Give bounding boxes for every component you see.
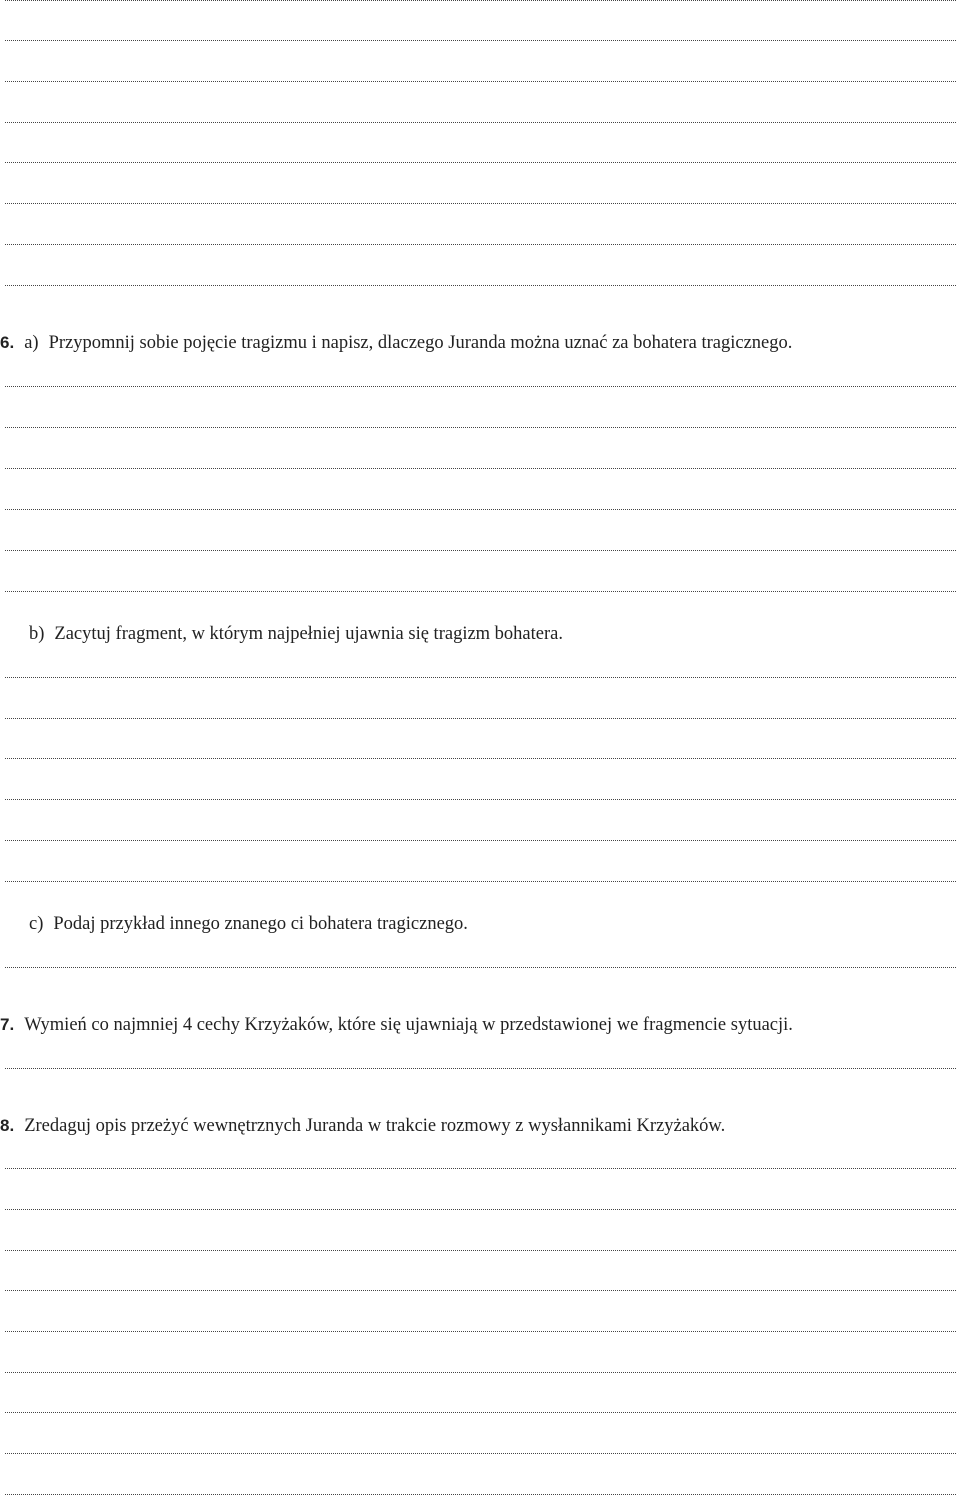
answer-line[interactable] xyxy=(5,162,956,163)
answer-line[interactable] xyxy=(5,1290,956,1291)
answer-line[interactable] xyxy=(5,0,956,1)
answer-line[interactable] xyxy=(5,1250,956,1251)
answer-line[interactable] xyxy=(5,122,956,123)
answer-line[interactable] xyxy=(5,840,956,841)
question-6a-text: Przypomnij sobie pojęcie tragizmu i napisz, dlaczego Juranda można uznać za bohatera tragicznego. xyxy=(48,333,793,353)
answer-line[interactable] xyxy=(5,1168,956,1169)
question-7-text: Wymień co najmniej 4 cechy Krzyżaków, które się ujawniają w przedstawionej we fragmencie sytuacji. xyxy=(24,1015,793,1035)
answer-line[interactable] xyxy=(5,1209,956,1210)
question-6c xyxy=(29,913,468,935)
answer-line[interactable] xyxy=(5,967,956,968)
answer-line[interactable] xyxy=(5,81,956,82)
answer-line[interactable] xyxy=(5,799,956,800)
question-6c-text: Podaj przykład innego znanego ci bohatera tragicznego. xyxy=(53,914,468,934)
question-8-text: Zredaguj opis przeżyć wewnętrznych Juranda w trakcie rozmowy z wysłannikami Krzyżaków. xyxy=(24,1116,726,1136)
question-number-6: 6. xyxy=(0,333,15,352)
subquestion-marker-a: a) xyxy=(24,333,39,353)
question-8 xyxy=(0,1115,725,1137)
answer-line[interactable] xyxy=(5,718,956,719)
question-6b xyxy=(29,623,563,645)
answer-line[interactable] xyxy=(5,203,956,204)
answer-line[interactable] xyxy=(5,881,956,882)
question-number-8: 8. xyxy=(0,1116,15,1135)
answer-line[interactable] xyxy=(5,1331,956,1332)
answer-line[interactable] xyxy=(5,509,956,510)
answer-line[interactable] xyxy=(5,468,956,469)
subquestion-marker-c: c) xyxy=(29,914,44,934)
answer-line[interactable] xyxy=(5,1494,956,1495)
question-7 xyxy=(0,1014,793,1036)
answer-line[interactable] xyxy=(5,1453,956,1454)
question-6a xyxy=(0,332,792,354)
answer-line[interactable] xyxy=(5,677,956,678)
answer-line[interactable] xyxy=(5,40,956,41)
answer-line[interactable] xyxy=(5,758,956,759)
answer-line[interactable] xyxy=(5,244,956,245)
question-number-7: 7. xyxy=(0,1015,15,1034)
answer-line[interactable] xyxy=(5,591,956,592)
answer-line[interactable] xyxy=(5,285,956,286)
answer-line[interactable] xyxy=(5,1068,956,1069)
answer-line[interactable] xyxy=(5,1412,956,1413)
answer-line[interactable] xyxy=(5,1372,956,1373)
subquestion-marker-b: b) xyxy=(29,624,45,644)
question-6b-text: Zacytuj fragment, w którym najpełniej ujawnia się tragizm bohatera. xyxy=(54,624,563,644)
answer-line[interactable] xyxy=(5,550,956,551)
answer-line[interactable] xyxy=(5,427,956,428)
answer-line[interactable] xyxy=(5,386,956,387)
